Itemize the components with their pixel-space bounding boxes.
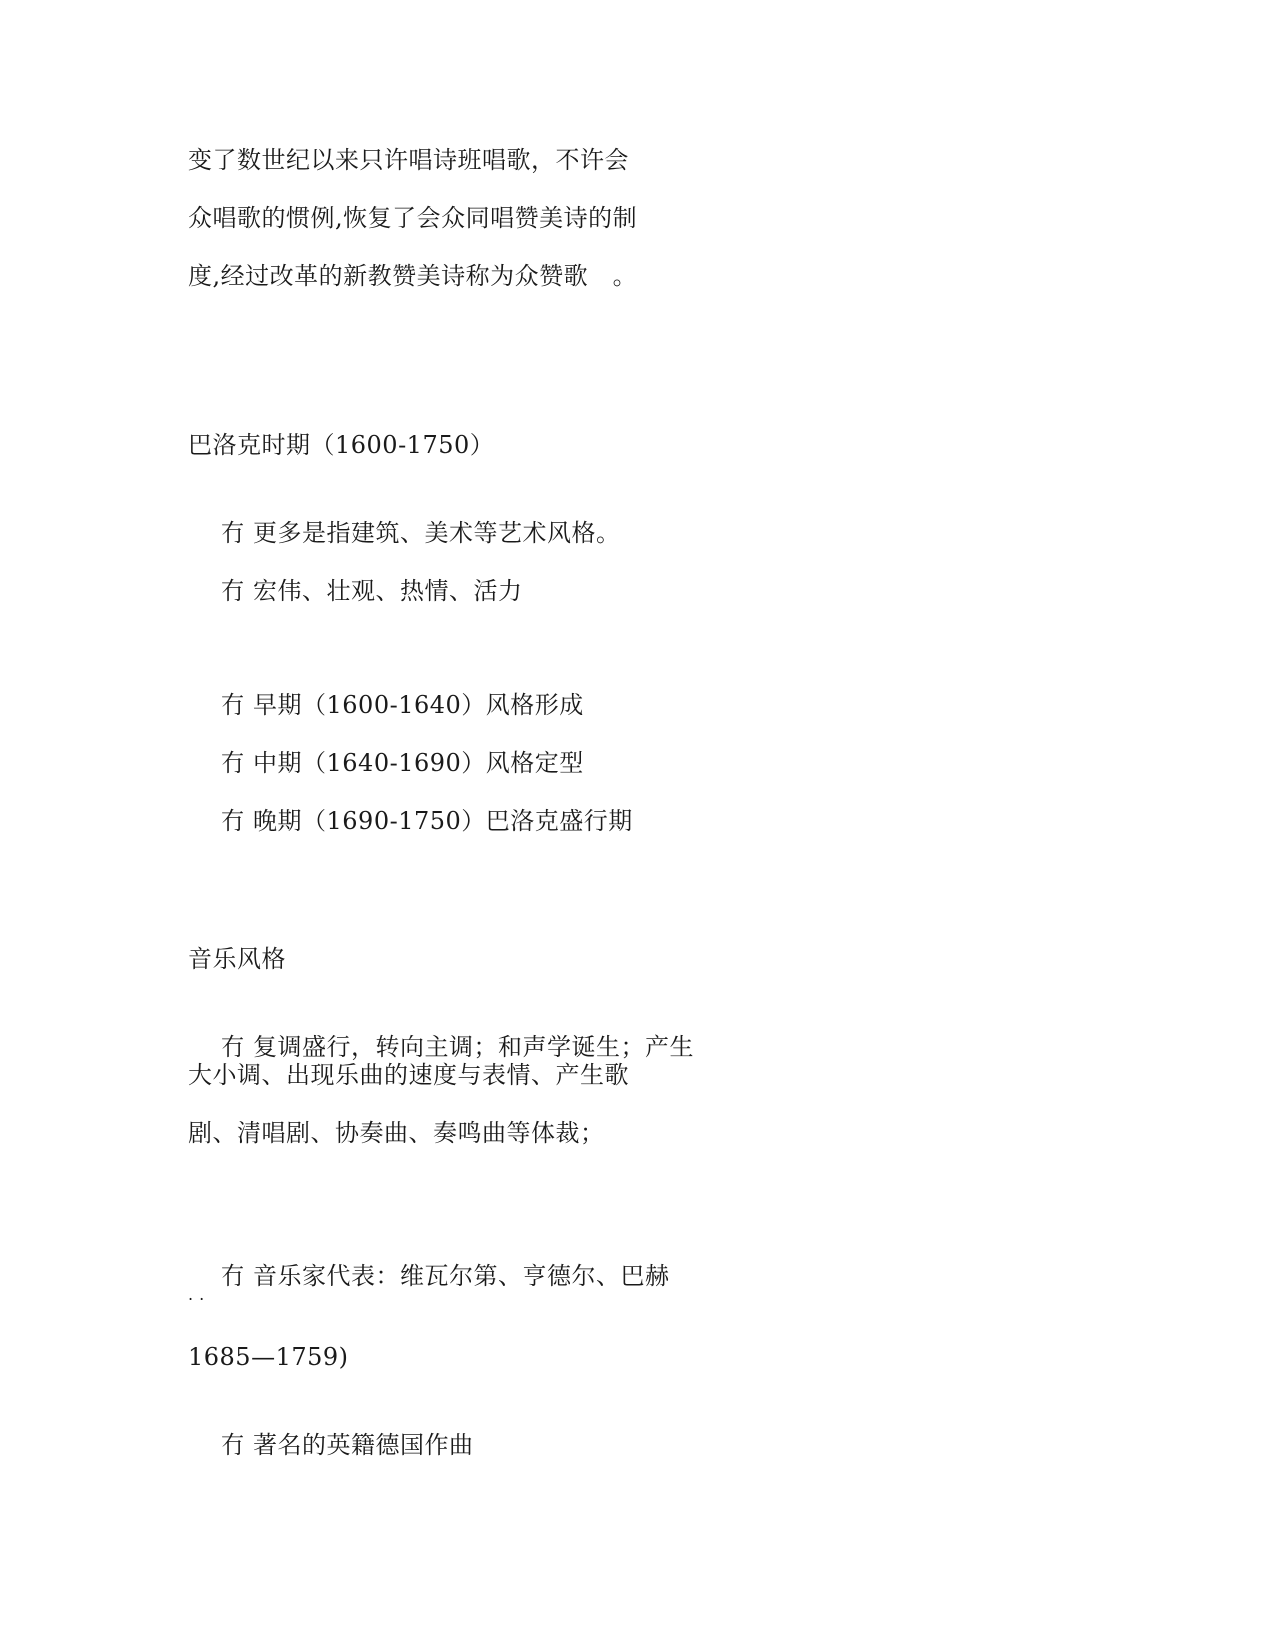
music-style-heading: 音乐风格 xyxy=(188,945,286,973)
bullet-glyph: 冇 xyxy=(220,1033,246,1061)
bullet-glyph: 冇 xyxy=(220,577,246,605)
baroque-point-text: 更多是指建筑、美术等艺术风格。 xyxy=(253,519,621,547)
bullet-glyph: 冇 xyxy=(220,691,246,719)
composers-text: 音乐家代表：维瓦尔第、亨德尔、巴赫 xyxy=(253,1262,670,1290)
bullet-glyph: 冇 xyxy=(220,1431,246,1459)
intro-line-2: 众唱歌的惯例,恢复了会众同唱赞美诗的制 xyxy=(188,204,638,232)
intro-line-3: 度,经过改革的新教赞美诗称为众赞歌 。 xyxy=(188,262,638,290)
baroque-heading: 巴洛克时期（1600-1750） xyxy=(188,431,495,459)
composers-line xyxy=(188,1231,670,1321)
period-text: 中期（1640-1690）风格定型 xyxy=(253,749,584,777)
period-late xyxy=(188,776,633,866)
ellipsis-dots: . . xyxy=(188,1285,205,1304)
music-style-text: 复调盛行，转向主调；和声学诞生；产生 xyxy=(253,1033,695,1061)
baroque-point-text: 宏伟、壮观、热情、活力 xyxy=(253,577,523,605)
bullet-glyph: 冇 xyxy=(220,519,246,547)
bullet-glyph: 冇 xyxy=(220,1262,246,1290)
years-line: 1685—1759) xyxy=(188,1343,349,1371)
music-style-point-line-2: 大小调、出现乐曲的速度与表情、产生歌 xyxy=(188,1061,629,1089)
period-text: 早期（1600-1640）风格形成 xyxy=(253,691,584,719)
bullet-glyph: 冇 xyxy=(220,749,246,777)
bullet-glyph: 冇 xyxy=(220,807,246,835)
intro-line-1: 变了数世纪以来只许唱诗班唱歌，不许会 xyxy=(188,146,629,174)
note-line xyxy=(188,1400,474,1490)
music-style-point-line-3: 剧、清唱剧、协奏曲、奏鸣曲等体裁； xyxy=(188,1119,605,1147)
baroque-point-2 xyxy=(188,546,523,636)
note-text: 著名的英籍德国作曲 xyxy=(253,1431,474,1459)
period-text: 晚期（1690-1750）巴洛克盛行期 xyxy=(253,807,633,835)
